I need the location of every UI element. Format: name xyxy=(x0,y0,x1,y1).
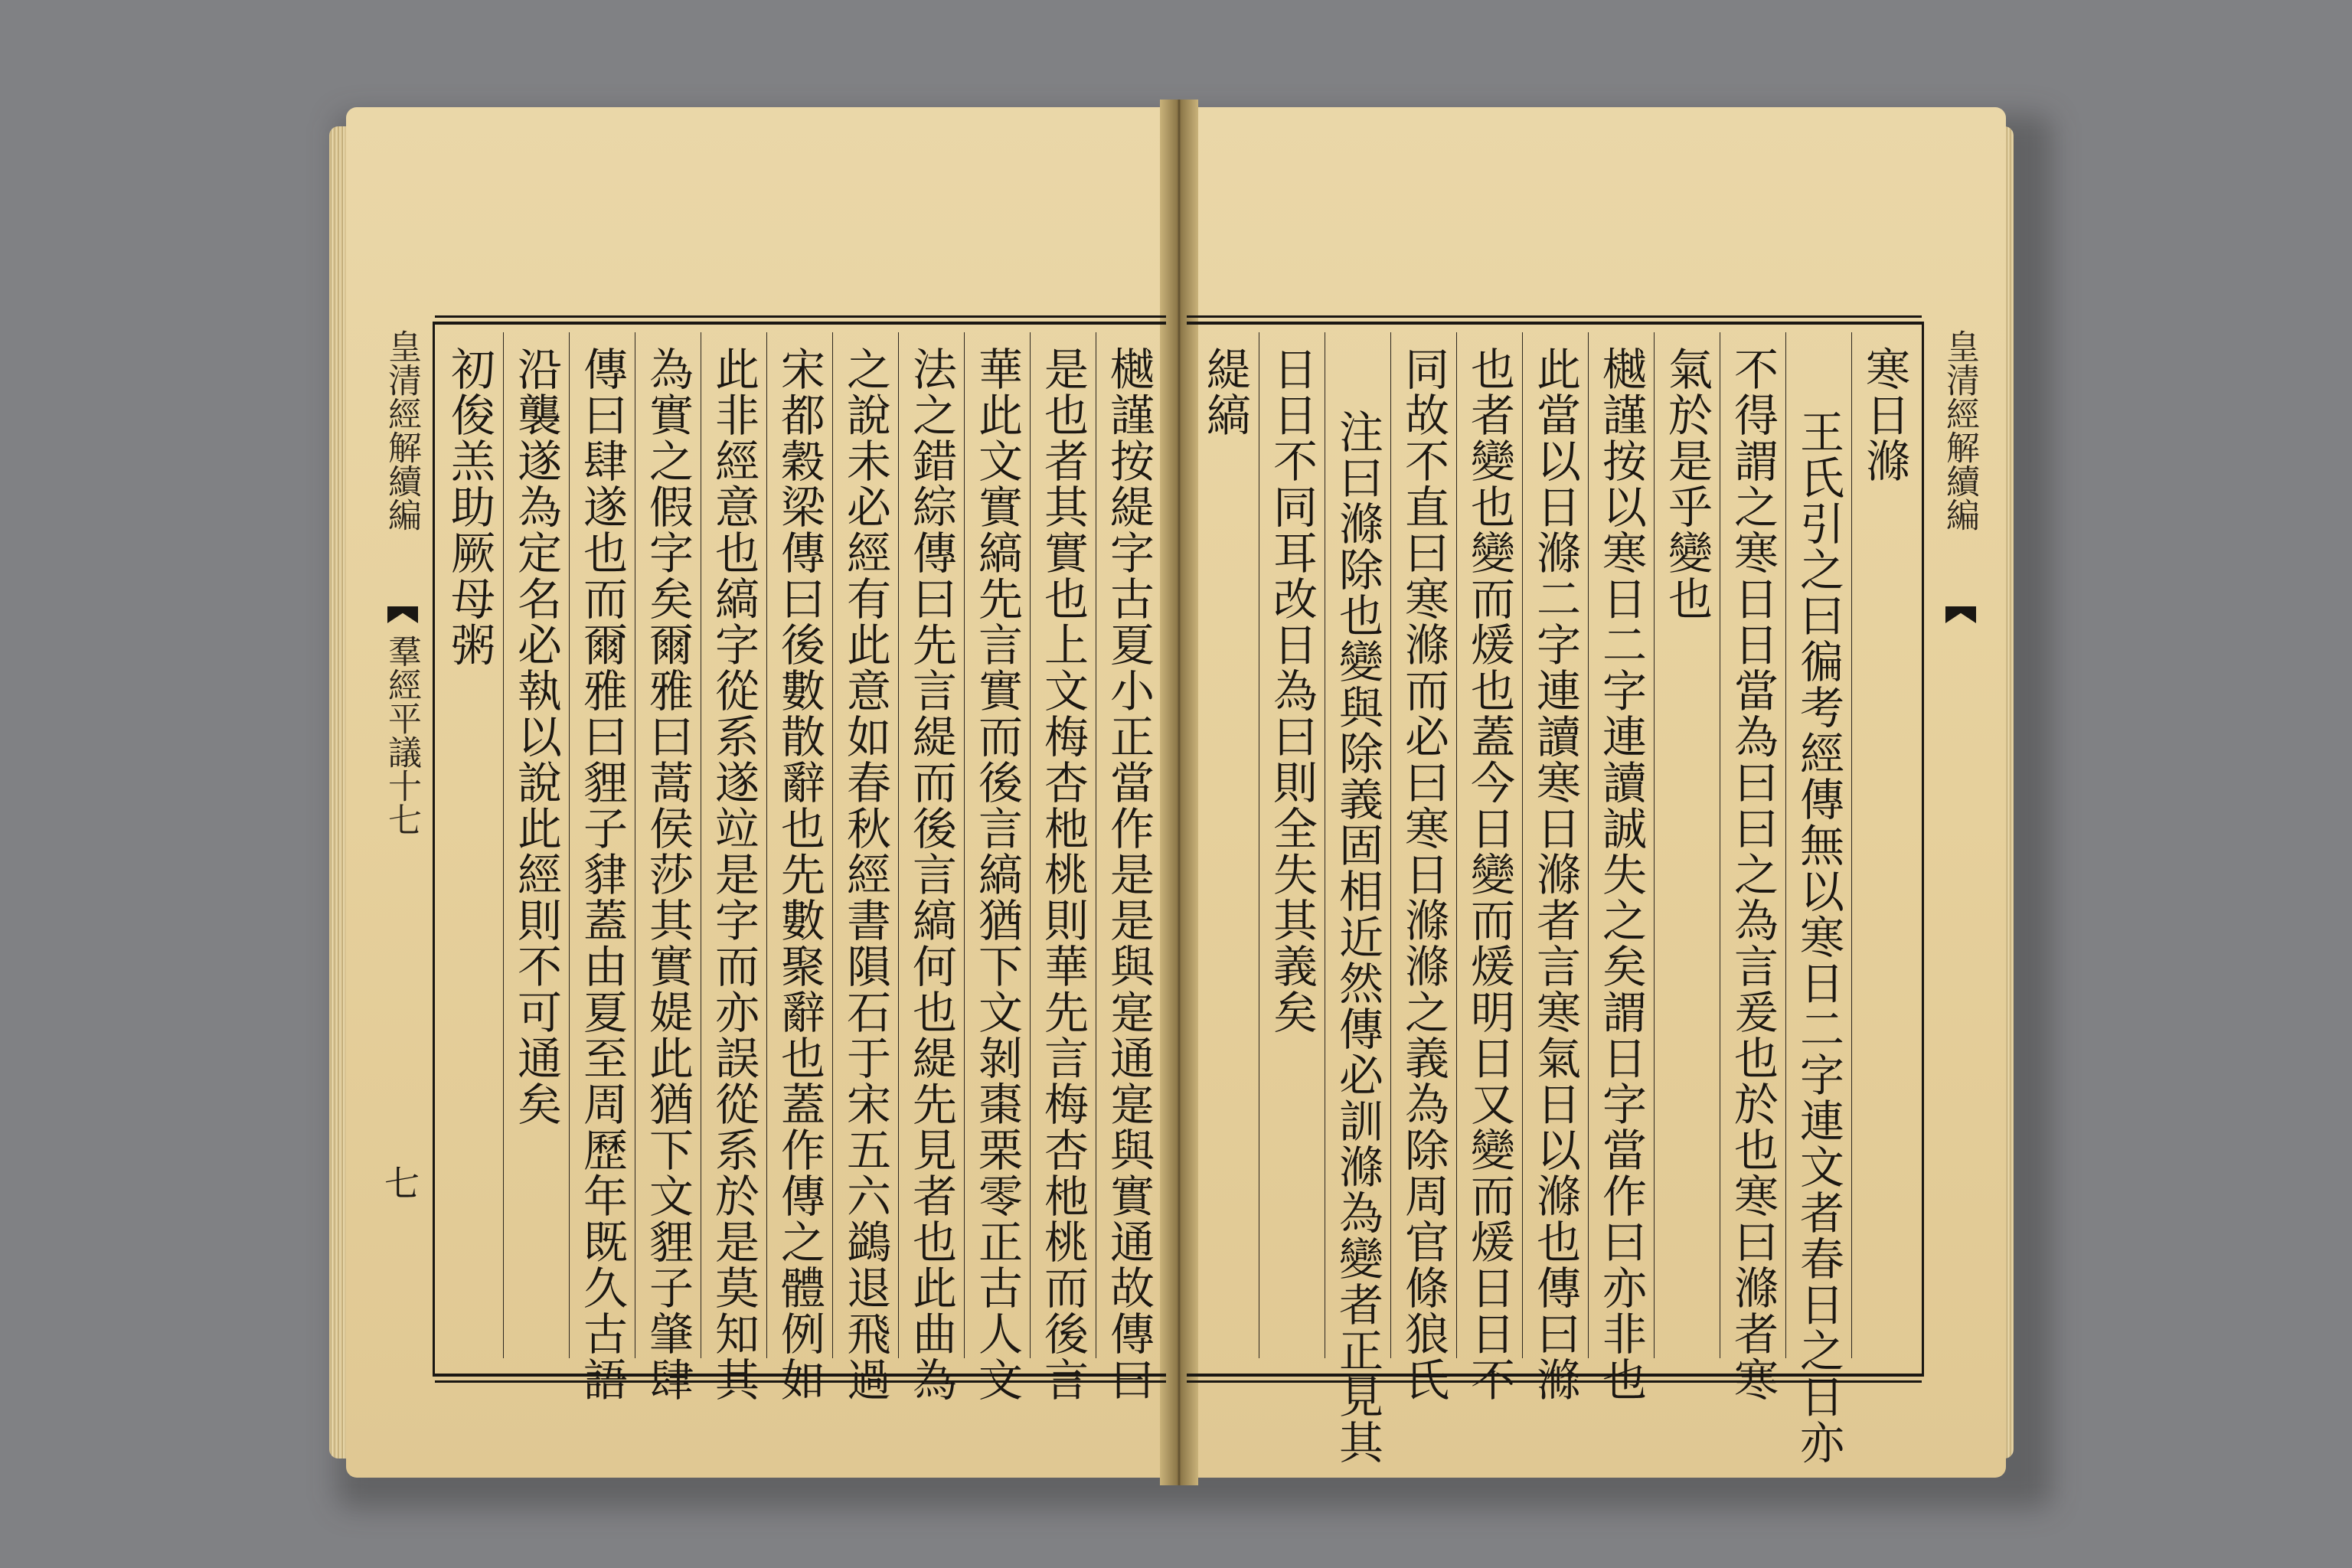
column-text: 之說未必經有此意如春秋經書隕石于宋五六鷁退飛過 xyxy=(839,346,891,1403)
column-text: 華此文實縞先言實而後言縞猶下文剝棗栗零正古人文 xyxy=(971,346,1023,1403)
column-text: 此非經意也縞字從系遂竝是字而亦誤從系於是莫知其 xyxy=(707,346,760,1403)
column-text: 王氏引之曰徧考經傳無以寒日二字連文者春日之日亦 xyxy=(1792,409,1844,1465)
column-text: 傳曰肆遂也而爾雅曰貍子貄蓋由夏至周歷年既久古語 xyxy=(576,346,628,1403)
text-column xyxy=(1390,332,1455,1403)
text-column xyxy=(1259,332,1324,1358)
column-text: 也者變也變而煖也蓋今日變而煖明日又變而煖日日不 xyxy=(1463,346,1515,1403)
text-column xyxy=(964,332,1029,1403)
text-column xyxy=(569,332,634,1403)
text-column xyxy=(503,332,568,1358)
text-column xyxy=(1588,332,1653,1403)
right-margin-banxin xyxy=(1933,322,1987,1370)
text-column xyxy=(832,332,897,1403)
column-text: 日日不同耳改日為曰則全失其義矣 xyxy=(1266,346,1318,1035)
left-folio-number: 七 xyxy=(384,1163,420,1204)
text-column xyxy=(701,332,766,1403)
column-text: 是也者其實也上文梅杏杝桃則華先言梅杏杝桃而後言 xyxy=(1037,346,1089,1403)
column-text: 注曰滌除也變與除義固相近然傳必訓滌為變者正見其 xyxy=(1331,409,1383,1465)
column-text: 樾謹按緹字古夏小正當作是是與寔通寔與實通故傳曰 xyxy=(1102,346,1155,1403)
text-column xyxy=(1654,332,1719,1358)
text-column xyxy=(1030,332,1095,1403)
column-text: 為實之假字矣爾雅曰蒿侯莎其實媞此猶下文貍子肇肆 xyxy=(642,346,694,1403)
column-text: 同故不直曰寒滌而必曰寒日滌滌之義為除周官條狼氏 xyxy=(1397,346,1449,1403)
text-column xyxy=(437,332,501,1358)
text-column xyxy=(766,332,831,1403)
column-text: 氣於是乎變也 xyxy=(1661,346,1713,622)
column-text: 此當以日滌二字連讀寒日滌者言寒氣日以滌也傳曰滌 xyxy=(1529,346,1581,1403)
frame-rule-top xyxy=(1187,315,1922,318)
text-column xyxy=(635,332,700,1403)
text-column xyxy=(898,332,963,1403)
left-margin-subtitle: 羣經平議十七 xyxy=(382,634,421,836)
text-column xyxy=(1720,332,1785,1403)
left-margin-title: 皇清經解續編 xyxy=(382,329,421,531)
text-column xyxy=(1325,332,1390,1465)
text-column xyxy=(1096,332,1161,1403)
column-text: 宋都穀梁傳曰後數散辭也先數聚辭也蓋作傳之體例如 xyxy=(773,346,825,1403)
column-text: 樾謹按以寒日二字連讀誠失之矣謂日字當作曰亦非也 xyxy=(1595,346,1647,1403)
text-column xyxy=(1522,332,1587,1403)
column-text: 初俊羔助厥母粥 xyxy=(443,346,495,668)
text-column xyxy=(1456,332,1521,1403)
right-margin-title: 皇清經解續編 xyxy=(1940,329,1979,531)
text-column xyxy=(1193,332,1257,1358)
column-text: 法之錯綜傳曰先言緹而後言縞何也緹先見者也此曲為 xyxy=(905,346,957,1403)
left-text-frame xyxy=(433,322,1166,1403)
column-text: 不得謂之寒日日當為曰曰之為言爰也於也寒曰滌者寒 xyxy=(1726,346,1779,1403)
column-text: 緹縞 xyxy=(1199,346,1251,438)
text-column xyxy=(1785,332,1851,1465)
left-margin-banxin xyxy=(375,322,429,1370)
column-text: 沿襲遂為定名必執以說此經則不可通矣 xyxy=(510,346,562,1127)
text-column xyxy=(1851,332,1916,1358)
right-text-frame xyxy=(1187,322,1924,1465)
fishtail-mark xyxy=(387,606,418,623)
fishtail-mark xyxy=(1945,606,1976,623)
frame-rule-top xyxy=(435,315,1166,318)
column-text: 寒日滌 xyxy=(1858,346,1910,484)
